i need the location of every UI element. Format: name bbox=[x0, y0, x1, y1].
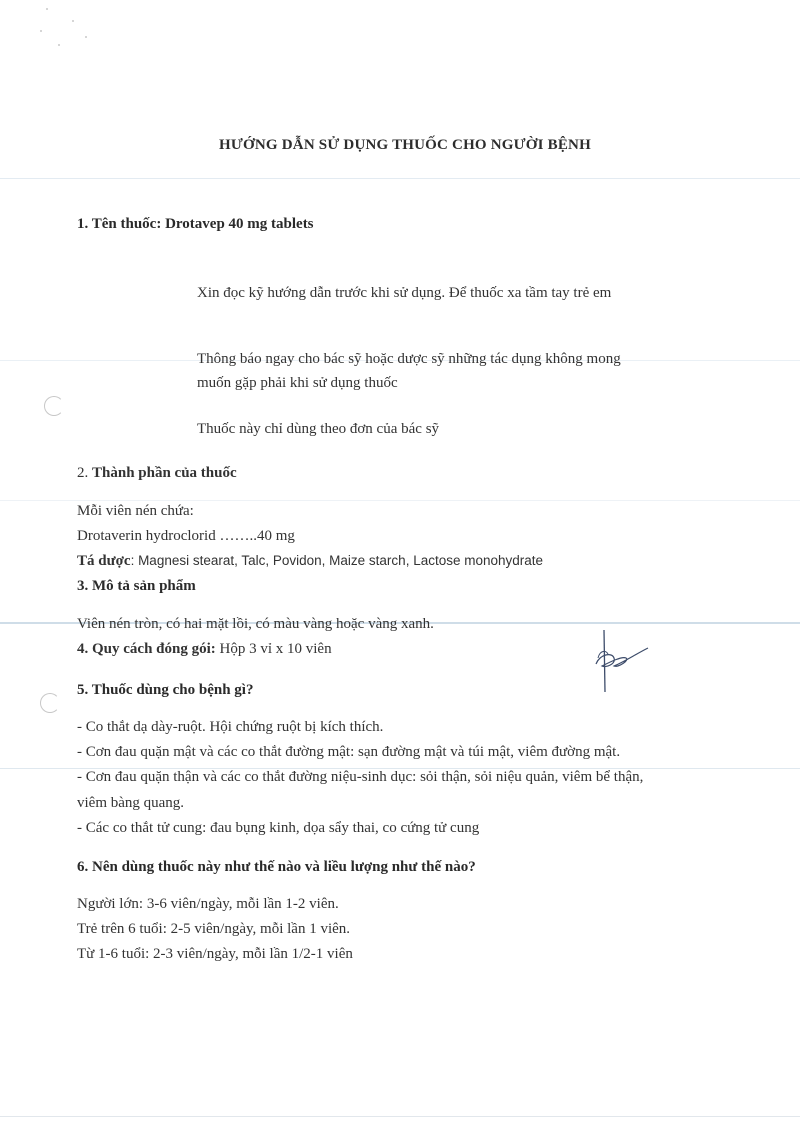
indication-line: - Cơn đau quặn thận và các co thắt đường niệu-sinh dục: sỏi thận, sỏi niệu quản, viêm bể thận, bbox=[77, 769, 644, 785]
indication-line: - Các co thắt tử cung: đau bụng kinh, dọa sẩy thai, co cứng tử cung bbox=[77, 820, 480, 836]
excipients-value: : Magnesi stearat, Talc, Povidon, Maize starch, Lactose monohydrate bbox=[130, 553, 544, 568]
active-ingredient: Drotaverin hydroclorid ……..40 mg bbox=[77, 528, 295, 544]
scan-line bbox=[0, 178, 800, 179]
dosage-line: Người lớn: 3-6 viên/ngày, mỗi lần 1-2 viên. bbox=[77, 896, 339, 912]
excipients-label: Tá dược bbox=[77, 553, 131, 569]
product-description: Viên nén tròn, có hai mặt lồi, có màu vàng hoặc vàng xanh. bbox=[77, 616, 434, 632]
handwritten-signature bbox=[592, 628, 652, 694]
notice-prescription-only: Thuốc này chỉ dùng theo đơn của bác sỹ bbox=[197, 421, 440, 437]
document-title: HƯỚNG DẪN SỬ DỤNG THUỐC CHO NGƯỜI BỆNH bbox=[219, 137, 591, 153]
section-1-heading: 1. Tên thuốc: Drotavep 40 mg tablets bbox=[77, 216, 314, 232]
dosage-line: Từ 1-6 tuổi: 2-3 viên/ngày, mỗi lần 1/2-1 viên bbox=[77, 946, 353, 962]
section-5-heading: 5. Thuốc dùng cho bệnh gì? bbox=[77, 682, 254, 698]
scan-speck bbox=[72, 20, 74, 22]
section-3-heading: 3. Mô tả sản phẩm bbox=[77, 578, 196, 594]
notice-report-side-effects: Thông báo ngay cho bác sỹ hoặc dược sỹ những tác dụng không mong muốn gặp phải khi sử dụng thuốc bbox=[197, 351, 621, 391]
section-4-packaging bbox=[77, 639, 332, 659]
scan-speck bbox=[40, 30, 42, 32]
section-2-title: Thành phần của thuốc bbox=[92, 465, 237, 481]
scan-line bbox=[0, 1116, 800, 1117]
indication-line: - Co thắt dạ dày-ruột. Hội chứng ruột bị kích thích. bbox=[77, 719, 384, 735]
excipients-line bbox=[77, 551, 543, 571]
packaging-value: Hộp 3 vỉ x 10 viên bbox=[215, 641, 332, 657]
section-2-number: 2. bbox=[77, 465, 89, 481]
composition-intro: Mỗi viên nén chứa: bbox=[77, 503, 194, 519]
hole-punch-mark bbox=[40, 693, 60, 713]
dosage-line: Trẻ trên 6 tuổi: 2-5 viên/ngày, mỗi lần 1 viên. bbox=[77, 921, 351, 937]
notice-read-instructions: Xin đọc kỹ hướng dẫn trước khi sử dụng. Để thuốc xa tầm tay trẻ em bbox=[197, 285, 612, 301]
indication-line: - Cơn đau quặn mật và các co thắt đường mật: sạn đường mật và túi mật, viêm đường mật. bbox=[77, 744, 621, 760]
hole-punch-mark bbox=[44, 396, 64, 416]
scan-speck bbox=[85, 36, 87, 38]
packaging-label: 4. Quy cách đóng gói: bbox=[77, 641, 216, 657]
indication-line: viêm bàng quang. bbox=[77, 795, 185, 811]
scan-speck bbox=[46, 8, 48, 10]
section-2-heading bbox=[77, 463, 237, 483]
scan-speck bbox=[58, 44, 60, 46]
section-6-heading: 6. Nên dùng thuốc này như thế nào và liều lượng như thế nào? bbox=[77, 859, 476, 875]
